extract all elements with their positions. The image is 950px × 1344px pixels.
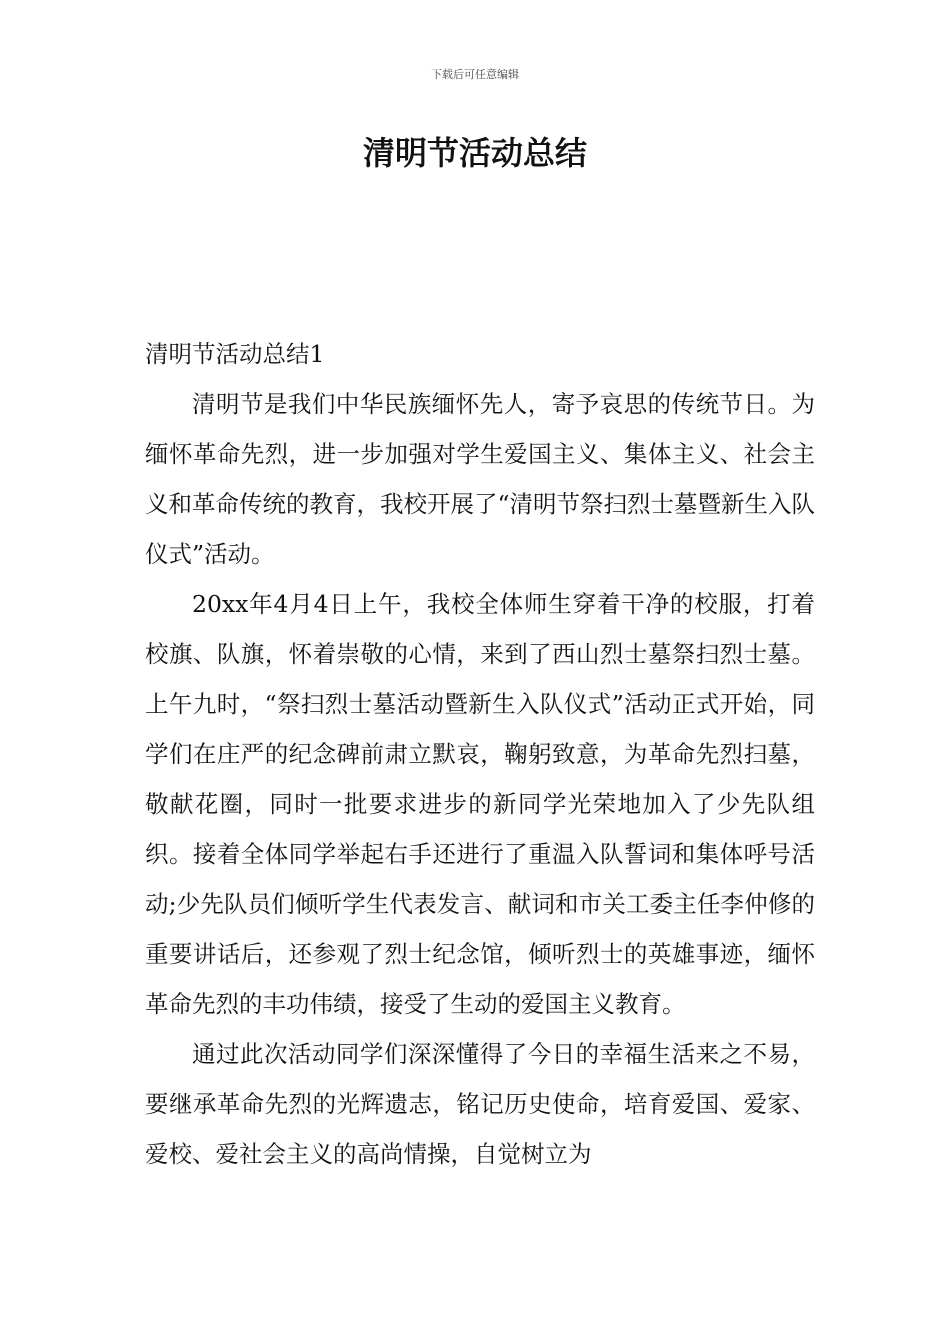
paragraph-1: 清明节是我们中华民族缅怀先人，寄予哀思的传统节日。为缅怀革命先烈，进一步加强对学生爱国主义、集体主义、社会主义和革命传统的教育，我校开展了“清明节祭扫烈士墓暨新生入队仪式”活动。 (145, 390, 816, 568)
document-body (145, 329, 815, 1179)
document-title: 清明节活动总结 (362, 134, 587, 172)
paragraph-3: 通过此次活动同学们深深懂得了今日的幸福生活来之不易，要继承革命先烈的光辉遗志，铭记历史使命，培育爱国、爱家、爱校、爱社会主义的高尚情操，自觉树立为 (145, 1040, 815, 1168)
section-heading: 清明节活动总结1 (145, 340, 325, 368)
header-note: 下载后可任意编辑 (431, 68, 519, 81)
paragraph-2: 20xx年4月4日上午，我校全体师生穿着干净的校服，打着校旗、队旗，怀着崇敬的心情，来到了西山烈士墓祭扫烈士墓。上午九时，“祭扫烈士墓活动暨新生入队仪式”活动正式开始，同学们在庄严的纪念碑前肃立默哀，鞠躬致意，为革命先烈扫墓，敬献花圈，同时一批要求进步的新同学光荣地加入了少先队组织。接着全体同学举起右手还进行了重温入队誓词和集体呼号活动;少先队员们倾听学生代表发言、献词和市关工委主任李仲修的重要讲话后，还参观了烈士纪念馆，倾听烈士的英雄事迹，缅怀革命先烈的丰功伟绩，接受了生动的爱国主义教育。 (145, 590, 815, 1018)
